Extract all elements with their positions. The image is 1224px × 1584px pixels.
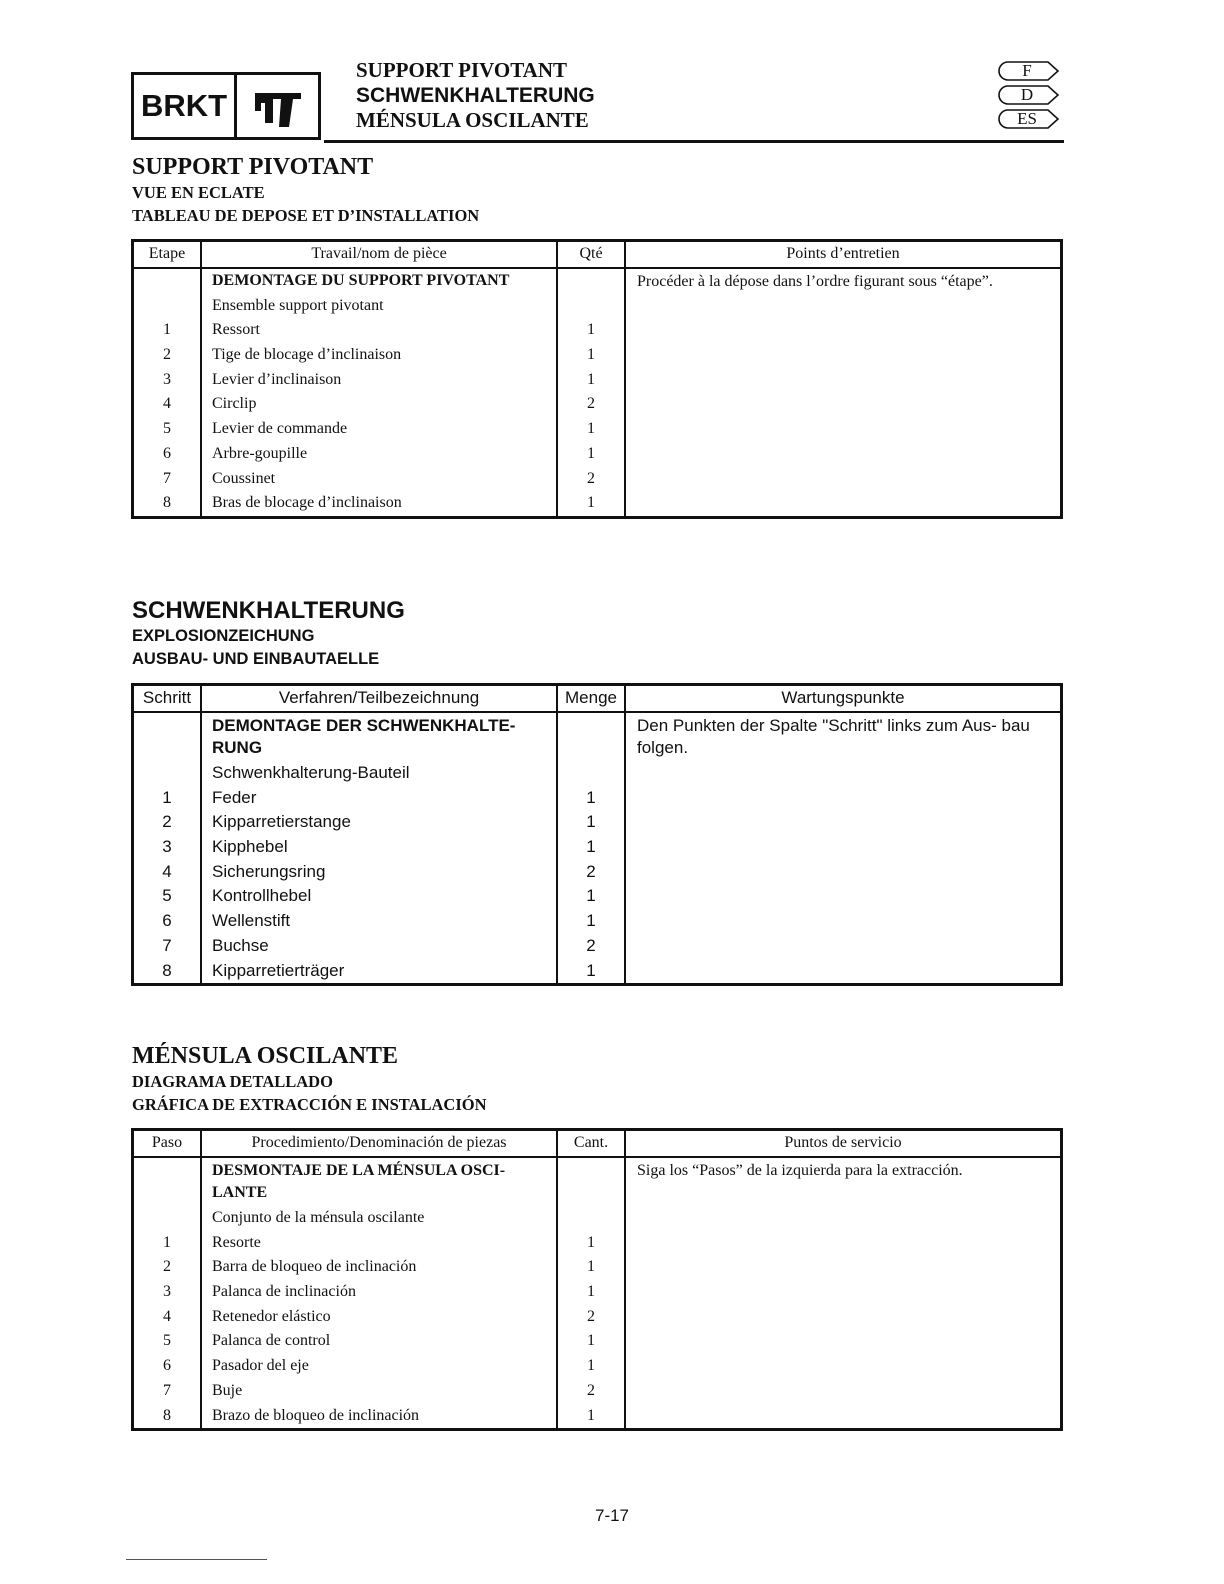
qty-cell: 2 bbox=[587, 1307, 595, 1325]
table-header bbox=[134, 686, 1060, 713]
table-header bbox=[134, 242, 1060, 269]
qty-cell: 1 bbox=[586, 837, 596, 857]
section-subtitle: TABLEAU DE DEPOSE ET D’INSTALLATION bbox=[132, 206, 480, 225]
service-note: Den Punkten der Spalte "Schritt" links zum Aus- bau folgen. bbox=[637, 716, 1030, 757]
part-cell: Pasador del eje bbox=[212, 1357, 309, 1375]
part-cell: Levier d’inclinaison bbox=[212, 370, 342, 388]
step-cell: 2 bbox=[163, 346, 171, 364]
section-title: MÉNSULA OSCILANTE bbox=[132, 1043, 399, 1069]
part-cell: Retenedor elástico bbox=[212, 1307, 331, 1325]
qty-cell: 1 bbox=[586, 787, 596, 807]
procedure-title: DESMONTAJE DE LA MÉNSULA OSCI- LANTE bbox=[212, 1162, 506, 1201]
part-cell: Kipparretierträger bbox=[212, 960, 345, 980]
qty-cell: 2 bbox=[587, 1381, 595, 1399]
part-column bbox=[202, 713, 558, 983]
step-cell: 8 bbox=[163, 1406, 171, 1424]
table-body bbox=[134, 269, 1060, 516]
chapter-logo bbox=[131, 72, 321, 140]
step-cell: 8 bbox=[163, 494, 171, 512]
step-cell: 1 bbox=[163, 321, 171, 339]
part-cell: Palanca de inclinación bbox=[212, 1283, 356, 1301]
service-note: Siga los “Pasos” de la izquierda para la extracción. bbox=[637, 1162, 963, 1179]
table-header bbox=[134, 1131, 1060, 1158]
language-badge-es: ES bbox=[998, 108, 1060, 130]
section-subtitle: DIAGRAMA DETALLADO bbox=[132, 1072, 333, 1091]
part-cell: Palanca de control bbox=[212, 1332, 331, 1350]
notes-column bbox=[626, 269, 1060, 516]
section-title: SCHWENKHALTERUNG bbox=[132, 597, 405, 624]
step-cell: 3 bbox=[162, 837, 172, 857]
page-number: 7-17 bbox=[594, 1506, 630, 1525]
step-cell: 7 bbox=[163, 469, 171, 487]
qty-cell: 1 bbox=[586, 960, 596, 980]
qty-column bbox=[558, 713, 626, 983]
part-cell: Kontrollhebel bbox=[212, 886, 312, 906]
column-header: Procedimiento/Denominación de piezas bbox=[202, 1131, 558, 1156]
part-cell: Sicherungsring bbox=[212, 861, 326, 881]
assembly-name: Conjunto de la ménsula oscilante bbox=[212, 1209, 425, 1226]
qty-cell: 2 bbox=[587, 395, 595, 413]
part-cell: Resorte bbox=[212, 1233, 261, 1251]
step-cell: 4 bbox=[163, 1307, 171, 1325]
part-cell: Coussinet bbox=[212, 469, 276, 487]
section-subtitle: GRÁFICA DE EXTRACCIÓN E INSTALACIÓN bbox=[132, 1095, 487, 1114]
table-body bbox=[134, 713, 1060, 983]
step-cell: 1 bbox=[162, 787, 172, 807]
step-cell: 7 bbox=[163, 1381, 171, 1399]
header-title-de: SCHWENKHALTERUNG bbox=[356, 84, 595, 107]
table-es bbox=[131, 1128, 1063, 1431]
step-cell: 5 bbox=[162, 886, 172, 906]
qty-cell: 1 bbox=[587, 1258, 595, 1276]
column-header: Puntos de servicio bbox=[784, 1134, 902, 1151]
notes-column bbox=[626, 713, 1060, 983]
column-header: Paso bbox=[134, 1131, 202, 1156]
step-column bbox=[134, 713, 202, 983]
qty-cell: 1 bbox=[587, 444, 595, 462]
qty-cell: 1 bbox=[587, 494, 595, 512]
part-cell: Buje bbox=[212, 1381, 243, 1399]
part-cell: Brazo de bloqueo de inclinación bbox=[212, 1406, 420, 1424]
step-cell: 6 bbox=[162, 911, 172, 931]
part-cell: Ressort bbox=[212, 321, 260, 339]
qty-column bbox=[558, 269, 626, 516]
column-header: Points d’entretien bbox=[786, 245, 900, 262]
section-subtitle: AUSBAU- UND EINBAUTAELLE bbox=[132, 650, 380, 668]
chapter-code: BRKT bbox=[134, 75, 237, 137]
qty-cell: 2 bbox=[587, 469, 595, 487]
header-title-es: MÉNSULA OSCILANTE bbox=[356, 108, 589, 132]
part-cell: Levier de commande bbox=[212, 420, 348, 438]
qty-cell: 1 bbox=[586, 886, 596, 906]
header-rule bbox=[324, 140, 1064, 143]
qty-cell: 2 bbox=[586, 861, 596, 881]
assembly-name: Schwenkhalterung-Bauteil bbox=[212, 763, 410, 782]
column-header: Wartungspunkte bbox=[781, 688, 905, 707]
step-cell: 8 bbox=[162, 960, 172, 980]
step-cell: 7 bbox=[162, 935, 172, 955]
part-cell: Arbre-goupille bbox=[212, 444, 308, 462]
section-de-heading bbox=[132, 597, 405, 671]
footer-rule bbox=[126, 1559, 267, 1560]
step-cell: 3 bbox=[163, 1283, 171, 1301]
step-cell: 3 bbox=[163, 370, 171, 388]
header-title-fr: SUPPORT PIVOTANT bbox=[356, 58, 568, 82]
notes-column bbox=[626, 1158, 1060, 1428]
qty-cell: 1 bbox=[586, 812, 596, 832]
qty-cell: 1 bbox=[586, 911, 596, 931]
language-badges bbox=[998, 60, 1060, 132]
column-header: Verfahren/Teilbezeichnung bbox=[202, 686, 558, 711]
part-cell: Buchse bbox=[212, 935, 269, 955]
part-cell: Feder bbox=[212, 787, 257, 807]
section-title: SUPPORT PIVOTANT bbox=[132, 154, 374, 180]
bracket-tool-icon bbox=[237, 75, 318, 137]
qty-cell: 1 bbox=[587, 1357, 595, 1375]
step-cell: 6 bbox=[163, 444, 171, 462]
qty-cell: 1 bbox=[587, 1283, 595, 1301]
column-header: Etape bbox=[134, 242, 202, 267]
language-badge-de: D bbox=[998, 84, 1060, 106]
step-cell: 6 bbox=[163, 1357, 171, 1375]
qty-cell: 1 bbox=[587, 1332, 595, 1350]
table-fr bbox=[131, 239, 1063, 519]
part-cell: Kipphebel bbox=[212, 837, 288, 857]
part-cell: Barra de bloqueo de inclinación bbox=[212, 1258, 417, 1276]
step-cell: 2 bbox=[162, 812, 172, 832]
section-subtitle: VUE EN ECLATE bbox=[132, 183, 265, 202]
table-de bbox=[131, 683, 1063, 986]
qty-cell: 1 bbox=[587, 1233, 595, 1251]
section-es-heading bbox=[132, 1042, 487, 1116]
column-header: Cant. bbox=[558, 1131, 626, 1156]
header-titles bbox=[356, 58, 595, 133]
section-fr-heading bbox=[132, 153, 479, 227]
assembly-name: Ensemble support pivotant bbox=[212, 296, 384, 314]
step-cell: 1 bbox=[163, 1233, 171, 1251]
part-cell: Kipparretierstange bbox=[212, 812, 351, 832]
step-cell: 5 bbox=[163, 420, 171, 438]
section-subtitle: EXPLOSIONZEICHUNG bbox=[132, 627, 315, 645]
table-body bbox=[134, 1158, 1060, 1428]
qty-cell: 2 bbox=[586, 935, 596, 955]
qty-cell: 1 bbox=[587, 321, 595, 339]
language-badge-fr: F bbox=[998, 60, 1060, 82]
step-column bbox=[134, 269, 202, 516]
step-cell: 4 bbox=[162, 861, 172, 881]
qty-cell: 1 bbox=[587, 420, 595, 438]
part-column bbox=[202, 1158, 558, 1428]
part-cell: Bras de blocage d’inclinaison bbox=[212, 494, 402, 512]
part-column bbox=[202, 269, 558, 516]
part-cell: Circlip bbox=[212, 395, 257, 413]
procedure-title: DEMONTAGE DER SCHWENKHALTE- RUNG bbox=[212, 716, 516, 757]
step-column bbox=[134, 1158, 202, 1428]
step-cell: 5 bbox=[163, 1332, 171, 1350]
part-cell: Wellenstift bbox=[212, 911, 291, 931]
column-header: Travail/nom de pièce bbox=[202, 242, 558, 267]
part-cell: Tige de blocage d’inclinaison bbox=[212, 346, 402, 364]
step-cell: 4 bbox=[163, 395, 171, 413]
step-cell: 2 bbox=[163, 1258, 171, 1276]
qty-cell: 1 bbox=[587, 346, 595, 364]
service-note: Procéder à la dépose dans l’ordre figurant sous “étape”. bbox=[637, 273, 993, 290]
qty-cell: 1 bbox=[587, 370, 595, 388]
qty-column bbox=[558, 1158, 626, 1428]
column-header: Menge bbox=[558, 686, 626, 711]
column-header: Qté bbox=[558, 242, 626, 267]
procedure-title: DEMONTAGE DU SUPPORT PIVOTANT bbox=[212, 272, 510, 289]
qty-cell: 1 bbox=[587, 1406, 595, 1424]
column-header: Schritt bbox=[134, 686, 202, 711]
